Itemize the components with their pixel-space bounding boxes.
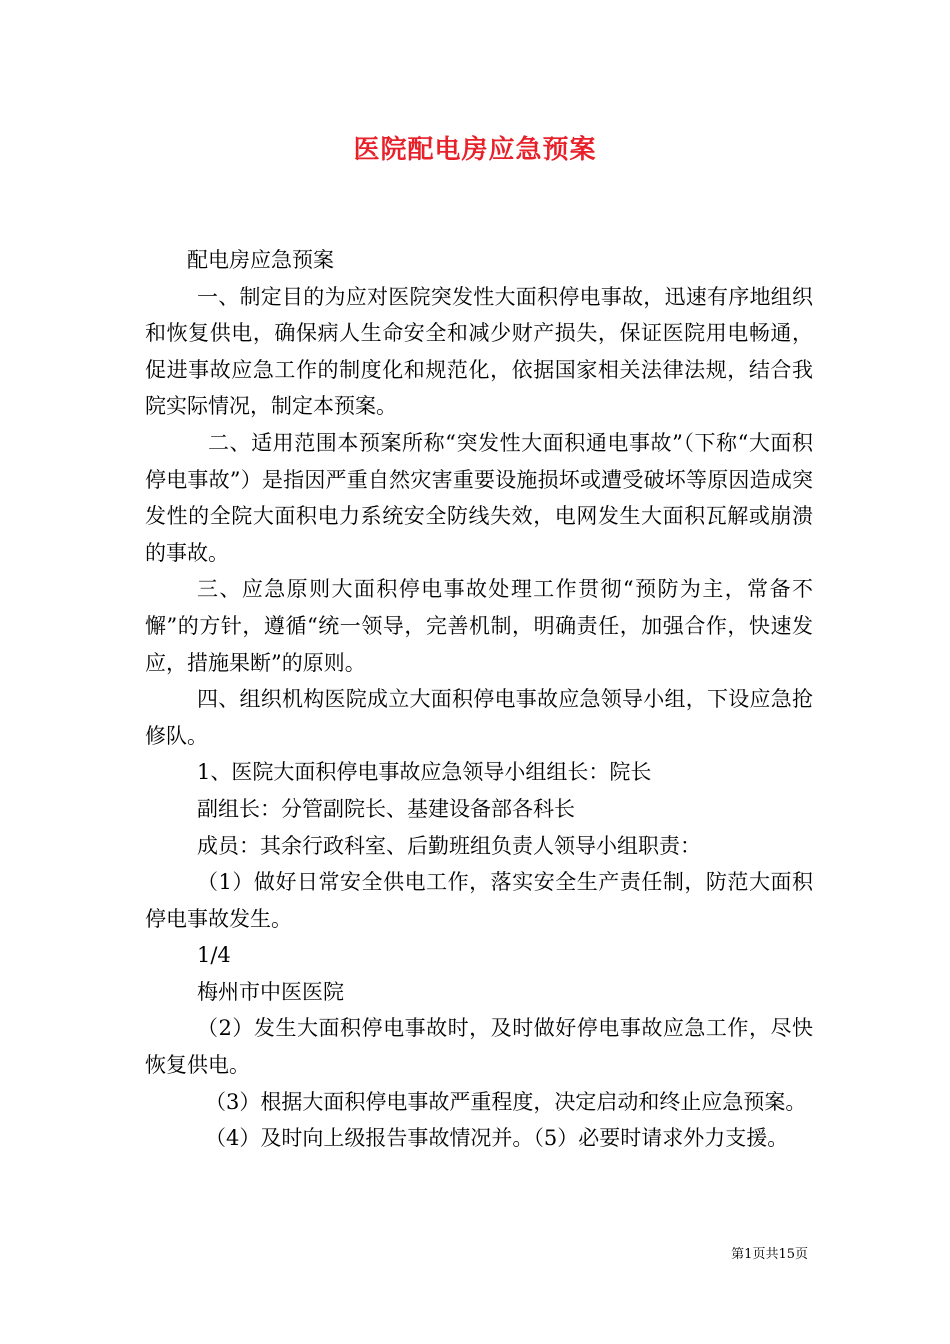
page-number-footer: 第1页共15页 (731, 1247, 808, 1262)
paragraph-principles: 三、应急原则大面积停电事故处理工作贯彻“预防为主，常备不懈”的方针，遵循“统一领导，完善机制，明确责任，加强合作，快速发应，措施果断”的原则。 (145, 577, 813, 675)
document-body (145, 242, 813, 1157)
paragraph-members: 成员：其余行政科室、后勤班组负责人领导小组职责： (197, 833, 701, 858)
paragraph-duty-3: （3）根据大面积停电事故严重程度，决定启动和终止应急预案。 (205, 1089, 807, 1114)
paragraph-duty-1: （1）做好日常安全供电工作，落实安全生产责任制，防范大面积停电事故发生。 (145, 870, 813, 931)
document-title: 医院配电房应急预案 (353, 135, 597, 165)
paragraph-deputy: 副组长：分管副院长、基建设备部各科长 (197, 796, 575, 821)
paragraph-duty-2: （2）发生大面积停电事故时，及时做好停电事故应急工作，尽快恢复供电。 (145, 1016, 813, 1078)
paragraph-leader: 1、医院大面积停电事故应急领导小组组长：院长 (197, 760, 652, 785)
paragraph-hospital-name: 梅州市中医医院 (197, 979, 344, 1004)
paragraph-page-fraction: 1/4 (197, 943, 231, 968)
paragraph-duty-4-5: （4）及时向上级报告事故情况并。（5）必要时请求外力支援。 (205, 1126, 789, 1151)
paragraph-scope: 二、适用范围本预案所称“突发性大面积通电事故”（下称“大面积停电事故”）是指因严重自然灾害重要设施损坏或遭受破坏等原因造成突发性的全院大面积电力系统安全防线失效，电网发生大面积瓦解或崩溃的事故。 (145, 430, 813, 565)
paragraph-organization: 四、组织机构医院成立大面积停电事故应急领导小组，下设应急抢修队。 (145, 687, 813, 748)
paragraph-heading: 配电房应急预案 (187, 248, 334, 272)
paragraph-purpose: 一、制定目的为应对医院突发性大面积停电事故，迅速有序地组织和恢复供电，确保病人生命安全和减少财产损失，保证医院用电畅通，促进事故应急工作的制度化和规范化，依据国家相关法律法规，结合我院实际情况，制定本预案。 (145, 284, 813, 419)
